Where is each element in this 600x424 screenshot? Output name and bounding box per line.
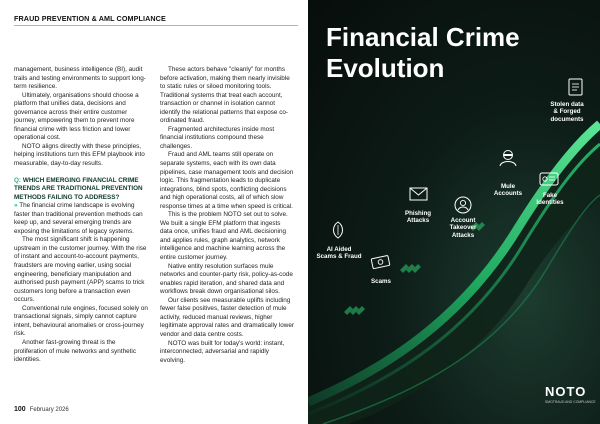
- hacker-icon: [497, 148, 519, 168]
- money-icon: [370, 253, 392, 271]
- document-icon: [566, 77, 586, 97]
- label-fake-identities: Fake Identities: [536, 192, 564, 207]
- logo-tagline: SMOTRAUD AND COMPLIANCE: [545, 400, 596, 404]
- paragraph: NOTO was built for today's world: instant, interconnected, adversarial and rapidly evolving.: [160, 339, 285, 364]
- label-account-takeover: Account Takeover Attacks: [449, 217, 477, 239]
- title-line: Financial Crime: [326, 22, 520, 52]
- label-stolen-data: Stolen data & Forged documents: [550, 101, 584, 123]
- paragraph: Our clients see measurable uplifts including fewer false positives, faster detection of mule activity, reduced manual reviews, higher legitimate approval rates and dramatically lower vendor and data centre costs.: [160, 296, 294, 338]
- label-mule-accounts: Mule Accounts: [493, 183, 523, 198]
- infographic-panel: [308, 0, 600, 424]
- paragraph: Native entity resolution surfaces mule networks and counter-party risk, policy-as-code enables rapid iteration, and shared data and workflows break down organisational silos.: [160, 262, 293, 296]
- paragraph: management, business intelligence (BI), audit trails and testing environments to support long-term resilience.: [14, 66, 146, 91]
- infographic-title: [326, 22, 520, 84]
- paragraph: [14, 202, 148, 236]
- question-text: WHICH EMERGING FINANCIAL CRIME TRENDS ARE TRADITIONAL PREVENTION METHODS FAILING TO ADDRESS?: [14, 176, 143, 201]
- text-column-2: [160, 66, 294, 365]
- title-line: Evolution: [326, 53, 445, 83]
- paragraph: This is the problem NOTO set out to solve. We built a single EFM platform that ingests data once, unifies fraud and AML decisioning and applies rules, graph analytics, network intelligence and machine learning across the entire customer journey.: [160, 211, 288, 262]
- question-marker: Q:: [14, 176, 22, 184]
- label-phishing: Phishing Attacks: [404, 210, 432, 225]
- paragraph: Conventional rule engines, focused solely on transactional signals, simply cannot capture intent, behavioural anomalies or cross-journey risk.: [14, 304, 148, 338]
- label-scams: Scams: [371, 278, 391, 285]
- id-card-icon: [538, 170, 560, 188]
- question-heading: [14, 177, 148, 203]
- text-column-1: [14, 66, 148, 365]
- header-divider: [14, 25, 298, 26]
- label-ai-aided-scams: AI Aided Scams & Fraud: [316, 246, 362, 261]
- page-number: 100: [14, 406, 26, 413]
- paragraph: Another fast-growing threat is the proliferation of mule networks and synthetic identities.: [14, 338, 137, 364]
- paragraph: Fraud and AML teams still operate on separate systems, each with its own data pipelines, case management tools and decision logic. This fragmentation leads to duplicate integrations, blind spots, conflicting decisions and high operational costs, all of which slow response times at a time when speed is critical.: [160, 151, 294, 210]
- paragraph: These actors behave "cleanly" for months before activation, making them nearly invisible to static rules or siloed monitoring tools. Traditional systems that treat each account, transaction or channel in isolation cannot identify the relational patterns that expose co-ordinated fraud.: [160, 66, 290, 125]
- noto-logo: NOTO: [545, 384, 587, 399]
- issue-date: February 2026: [29, 407, 69, 413]
- account-takeover-icon: [452, 194, 474, 216]
- phishing-email-icon: [408, 185, 430, 203]
- paragraph: The most significant shift is happening upstream in the customer journey. With the rise of instant and account-to-account payments, fraudsters are moving earlier, using social engineering, beneficiary manipulation and authorised push payment (APP) scams to trick customers long before a transaction even occurs.: [14, 236, 147, 304]
- paragraph: NOTO aligns directly with these principles, helping institutions turn this EFM playbook into measurable, day-to-day results.: [14, 142, 145, 168]
- section-header: FRAUD PREVENTION & AML COMPLIANCE: [14, 14, 166, 23]
- paragraph: Fragmented architectures inside most financial institutions compound these challenges.: [160, 125, 275, 150]
- paragraph: Ultimately, organisations should choose a platform that unifies data, decisions and governance across their entire customer journey, empowering them to prevent more financial crime with less friction and lower operational cost.: [14, 91, 139, 142]
- answer-marker: »: [14, 202, 18, 210]
- answer-text: The financial crime landscape is evolving faster than traditional prevention methods can keep up, and several emerging trends are exposing the limitations of legacy systems.: [14, 202, 143, 235]
- page-footer: [14, 406, 69, 413]
- ai-chip-icon: [328, 220, 348, 240]
